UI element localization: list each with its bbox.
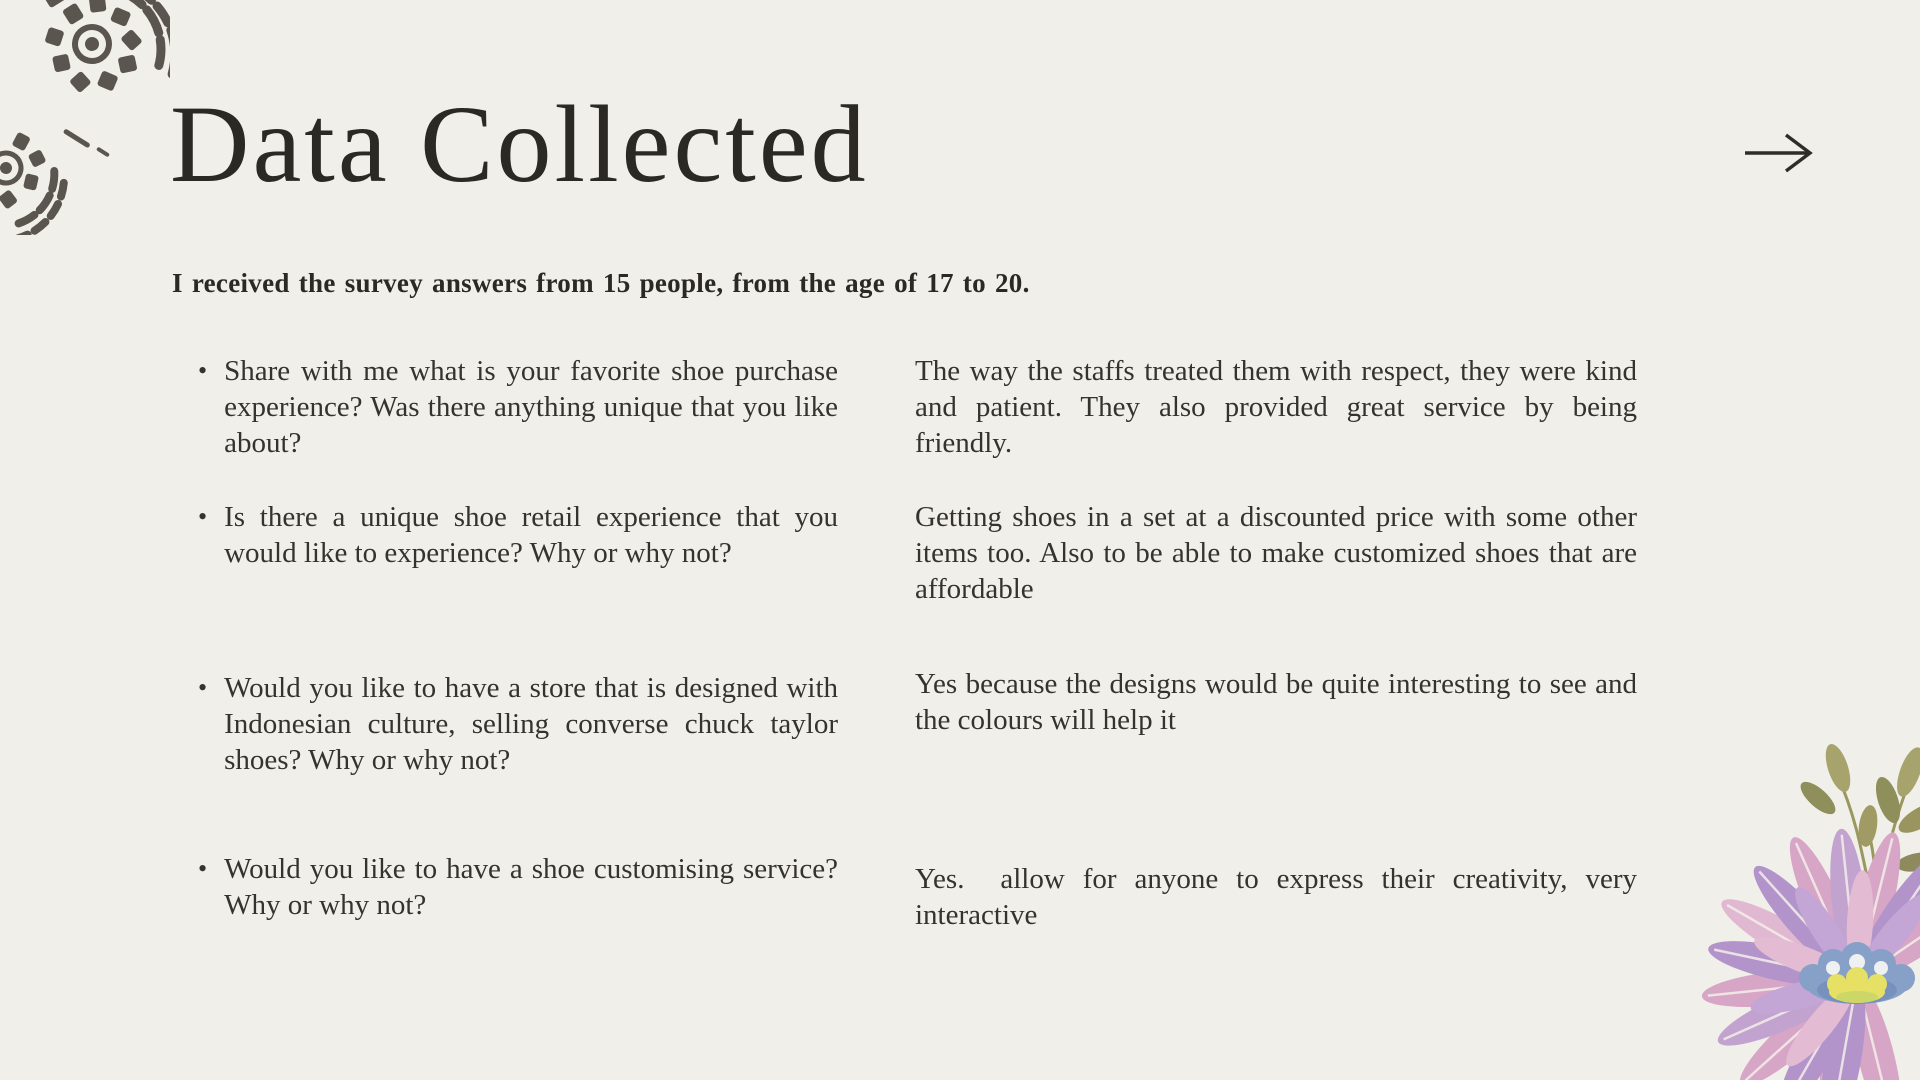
bullet-marker: • — [198, 502, 208, 531]
question-item-1 — [198, 353, 846, 461]
answer-item-4 — [915, 861, 1645, 933]
flower-icon — [1672, 712, 1920, 1080]
bullet-marker: • — [198, 854, 208, 883]
answer-text: The way the staffs treated them with respect, they were kind and patient. They also provided great service by being friendly. — [915, 355, 1645, 459]
question-text: Share with me what is your favorite shoe purchase experience? Was there anything unique that you like about? — [224, 355, 846, 459]
shoe-print-icon — [0, 0, 170, 235]
question-text: Would you like to have a shoe customising service? Why or why not? — [224, 853, 845, 921]
slide-subtitle: I received the survey answers from 15 people, from the age of 17 to 20. — [172, 268, 1030, 298]
answer-item-3 — [915, 666, 1645, 738]
answer-item-1 — [915, 353, 1645, 461]
answer-item-2 — [915, 499, 1645, 607]
page-title: Data Collected — [170, 83, 869, 205]
question-item-2 — [198, 499, 846, 571]
question-item-3 — [198, 670, 846, 778]
next-arrow-button[interactable] — [1742, 132, 1818, 174]
answer-text: Yes because the designs would be quite interesting to see and the colours will help it — [915, 668, 1645, 736]
answer-text: Yes. allow for anyone to express their creativity, very interactive — [915, 863, 1645, 931]
question-text: Is there a unique shoe retail experience that you would like to experience? Why or why not? — [224, 501, 846, 569]
question-text: Would you like to have a store that is designed with Indonesian culture, selling converse chuck taylor shoes? Why or why not? — [224, 672, 846, 776]
bullet-marker: • — [198, 356, 208, 385]
bullet-marker: • — [198, 673, 208, 702]
right-arrow-icon — [1742, 132, 1818, 174]
question-item-4 — [198, 851, 845, 923]
answer-text: Getting shoes in a set at a discounted price with some other items too. Also to be able to make customized shoes that are affordable — [915, 501, 1645, 605]
